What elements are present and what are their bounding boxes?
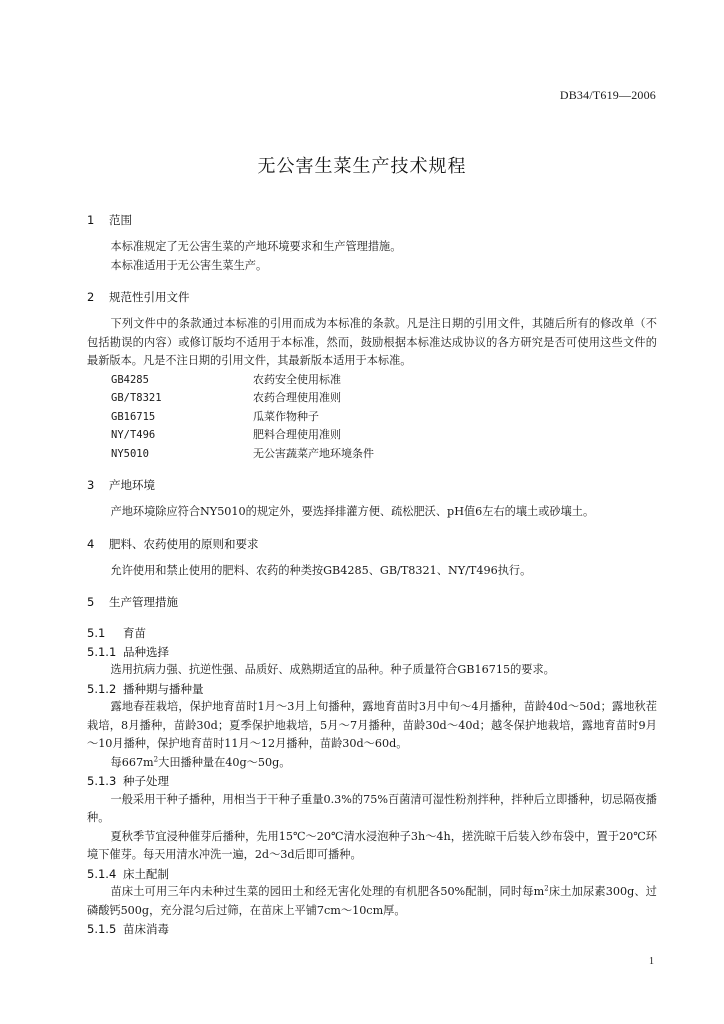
section-number: 5	[87, 595, 95, 609]
section-title: 规范性引用文件	[109, 290, 190, 304]
section-title: 生产管理措施	[109, 595, 178, 609]
section-number: 5.1.1	[87, 644, 117, 659]
section-title: 种子处理	[123, 774, 169, 788]
paragraph: 允许使用和禁止使用的肥料、农药的种类按GB4285、GB/T8321、NY/T496执行。	[110, 563, 532, 577]
section-number: 4	[87, 536, 95, 551]
paragraph	[87, 883, 657, 920]
reference-list	[111, 371, 657, 464]
paragraph: 选用抗病力强、抗逆性强、品质好、成熟期适宜的品种。种子质量符合GB16715的要求。	[110, 663, 555, 676]
section-title: 品种选择	[123, 644, 169, 659]
reference-name: 瓜菜作物种子	[253, 409, 319, 423]
reference-code: GB4285	[111, 373, 149, 386]
reference-item	[111, 389, 657, 408]
reference-name: 肥料合理使用准则	[253, 428, 341, 441]
section-number: 5.1	[87, 626, 106, 640]
paragraph: 露地春茬栽培，保护地育苗时1月～3月上旬播种，露地育苗时3月中旬～4月播种，苗龄40d～50d；露地秋茬栽培，8月播种，苗龄30d；夏季保护地栽培，5月～7月播种，苗龄30d～40d；越冬保护地栽培，露地育苗时9月～10月播种，保护地育苗时11月～12月播种，苗龄30d～60d。	[87, 700, 657, 750]
paragraph: 夏秋季节宜浸种催芽后播种，先用15℃～20℃清水浸泡种子3h～4h，搓洗晾干后装入纱布袋中，置于20℃环境下催芽。每天用清水冲洗一遍，2d～3d后即可播种。	[87, 829, 657, 861]
section-title: 床土配制	[123, 866, 169, 881]
section-number: 2	[87, 290, 95, 304]
reference-code: GB16715	[111, 410, 156, 423]
superscript: 2	[153, 754, 159, 763]
section-title: 苗床消毒	[123, 922, 169, 936]
section-5-1-5-heading	[87, 920, 657, 939]
reference-name: 无公害蔬菜产地环境条件	[253, 446, 374, 460]
section-5-1-heading	[87, 624, 657, 643]
section-3-heading	[87, 477, 657, 493]
reference-name: 农药合理使用准则	[253, 391, 341, 404]
section-number: 5.1.4	[87, 866, 117, 881]
text-run: 大田播种量在40g～50g。	[158, 755, 291, 769]
standard-code: DB34/T619—2006	[559, 88, 656, 102]
section-title: 肥料、农药使用的原则和要求	[109, 536, 259, 551]
section-5-1-1-heading	[87, 643, 657, 662]
reference-item	[111, 445, 657, 464]
superscript: 2	[544, 884, 549, 893]
reference-name: 农药安全使用标准	[253, 372, 341, 386]
section-number: 5.1.2	[87, 681, 117, 696]
section-1-heading	[87, 212, 657, 228]
section-number: 3	[87, 478, 95, 492]
section-number: 1	[87, 213, 95, 227]
section-number: 5.1.3	[87, 774, 117, 788]
paragraph: 一般采用干种子播种，用相当于干种子重量0.3%的75%百菌清可湿性粉剂拌种，拌种后立即播种，切忌隔夜播种。	[87, 792, 657, 824]
section-4-heading	[87, 536, 657, 552]
reference-code: NY5010	[111, 447, 149, 460]
reference-code: GB/T8321	[111, 392, 162, 404]
page-number: 1	[649, 956, 654, 967]
section-title: 育苗	[123, 626, 146, 640]
section-5-1-2-heading	[87, 680, 657, 699]
text-run: 床土加尿素300g、过磷酸钙500g，充分混匀后过筛，在苗床上平铺7cm～10cm厚。	[87, 885, 657, 917]
reference-item	[111, 371, 657, 390]
text-run: 苗床土可用三年内未种过生菜的园田土和经无害化处理的有机肥各50%配制，同时每m	[110, 885, 545, 898]
section-5-1-4-heading	[87, 865, 657, 884]
section-title: 产地环境	[109, 478, 155, 492]
reference-item	[111, 426, 657, 445]
section-5-heading	[87, 594, 657, 610]
paragraph	[87, 754, 657, 773]
section-title: 范围	[109, 213, 132, 227]
document-title: 无公害生菜生产技术规程	[257, 156, 467, 177]
section-5-1-3-heading	[87, 772, 657, 791]
reference-code: NY/T496	[111, 429, 156, 441]
document-body	[87, 212, 657, 939]
reference-item	[111, 408, 657, 427]
section-title: 播种期与播种量	[123, 681, 204, 696]
paragraph: 产地环境除应符合NY5010的规定外，要选择排灌方便、疏松肥沃、pH值6左右的壤土或砂壤土。	[110, 505, 595, 518]
section-number: 5.1.5	[87, 922, 117, 936]
paragraph: 本标准规定了无公害生菜的产地环境要求和生产管理措施。	[110, 240, 402, 253]
paragraph: 下列文件中的条款通过本标准的引用而成为本标准的条款。凡是注日期的引用文件，其随后所有的修改单（不包括勘误的内容）或修订版均不适用于本标准，然而，鼓励根据本标准达成协议的各方研究是否可使用这些文件的最新版本。凡是不注日期的引用文件，其最新版本适用于本标准。	[87, 317, 657, 367]
text-run: 每667m	[110, 755, 154, 769]
section-2-heading	[87, 289, 657, 305]
paragraph: 本标准适用于无公害生菜生产。	[110, 258, 268, 272]
